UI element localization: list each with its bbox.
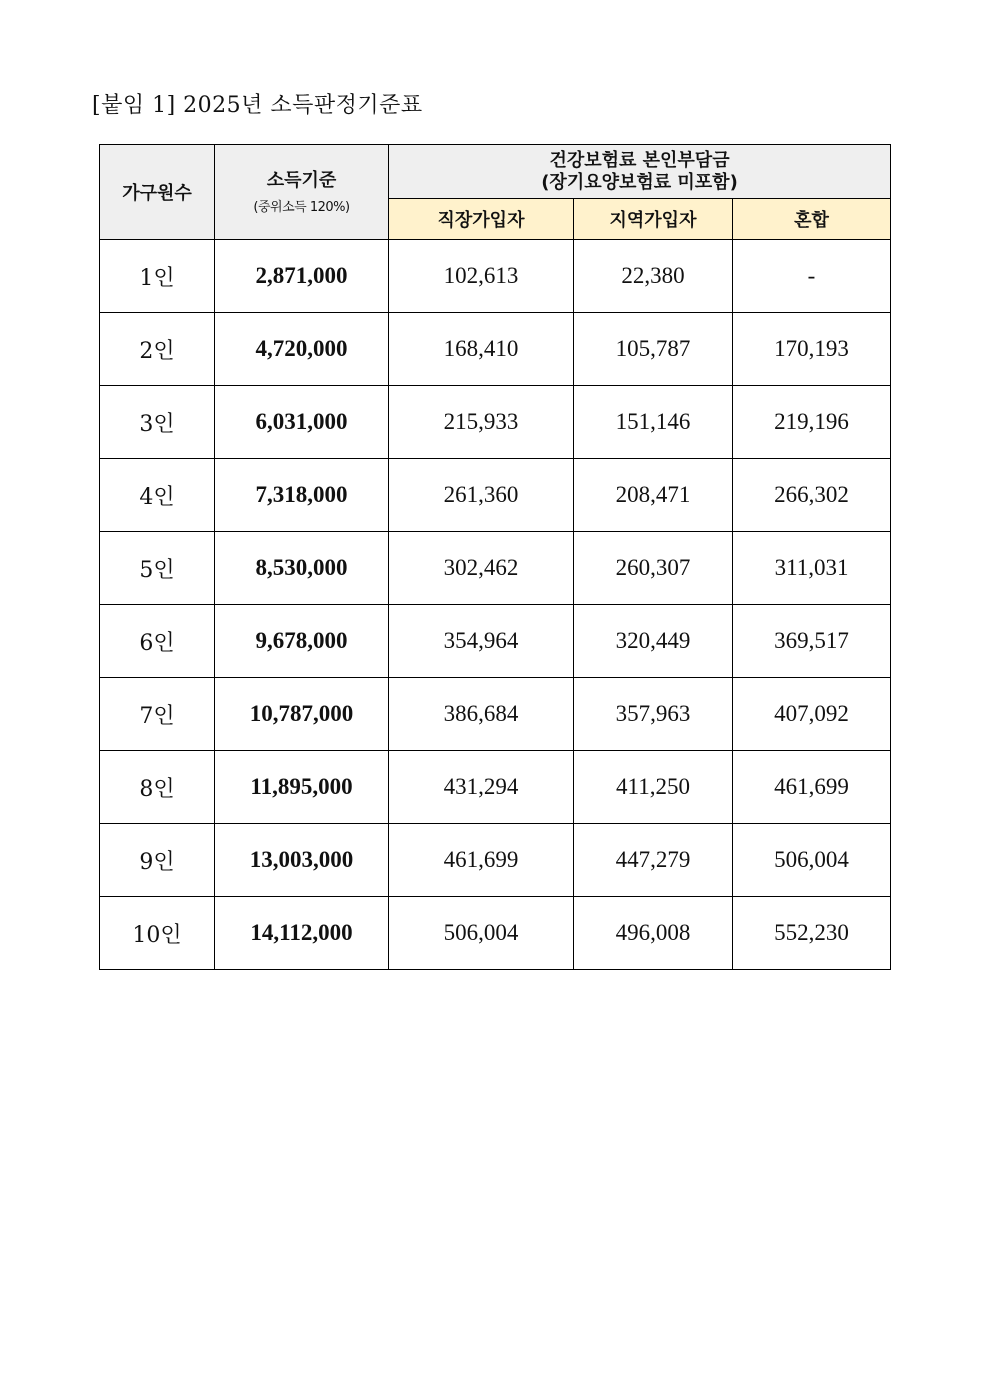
mixed-premium-cell: 219,196 [733,386,891,459]
income-criteria-cell: 8,530,000 [215,532,389,605]
header-income-criteria: 소득기준 (중위소득 120%) [215,145,389,240]
household-cell: 9인 [100,824,215,897]
regional-premium-cell: 320,449 [574,605,733,678]
employee-premium-cell: 461,699 [389,824,574,897]
employee-premium-cell: 302,462 [389,532,574,605]
household-cell: 6인 [100,605,215,678]
regional-premium-cell: 357,963 [574,678,733,751]
household-cell: 3인 [100,386,215,459]
income-criteria-cell: 10,787,000 [215,678,389,751]
household-cell: 1인 [100,240,215,313]
header-household: 가구원수 [100,145,215,240]
employee-premium-cell: 386,684 [389,678,574,751]
table-row [100,240,891,313]
table-row [100,313,891,386]
table-row [100,824,891,897]
mixed-premium-cell: - [733,240,891,313]
employee-premium-cell: 102,613 [389,240,574,313]
header-employee: 직장가입자 [389,199,574,240]
mixed-premium-cell: 266,302 [733,459,891,532]
page-title: [붙임 1] 2025년 소득판정기준표 [92,93,423,118]
regional-premium-cell: 151,146 [574,386,733,459]
header-premium: 건강보험료 본인부담금 (장기요양보험료 미포함) [389,145,891,199]
mixed-premium-cell: 506,004 [733,824,891,897]
employee-premium-cell: 354,964 [389,605,574,678]
regional-premium-cell: 22,380 [574,240,733,313]
employee-premium-cell: 261,360 [389,459,574,532]
household-cell: 5인 [100,532,215,605]
mixed-premium-cell: 170,193 [733,313,891,386]
income-criteria-cell: 14,112,000 [215,897,389,970]
employee-premium-cell: 168,410 [389,313,574,386]
table-row [100,386,891,459]
table-row [100,751,891,824]
regional-premium-cell: 208,471 [574,459,733,532]
employee-premium-cell: 506,004 [389,897,574,970]
household-cell: 2인 [100,313,215,386]
income-criteria-table [99,144,891,970]
table-row [100,897,891,970]
employee-premium-cell: 431,294 [389,751,574,824]
mixed-premium-cell: 461,699 [733,751,891,824]
income-criteria-cell: 6,031,000 [215,386,389,459]
income-criteria-cell: 13,003,000 [215,824,389,897]
regional-premium-cell: 496,008 [574,897,733,970]
household-cell: 8인 [100,751,215,824]
header-regional: 지역가입자 [574,199,733,240]
mixed-premium-cell: 407,092 [733,678,891,751]
household-cell: 10인 [100,897,215,970]
regional-premium-cell: 260,307 [574,532,733,605]
income-criteria-cell: 2,871,000 [215,240,389,313]
mixed-premium-cell: 552,230 [733,897,891,970]
header-income-sub: (중위소득 120%) [253,199,350,215]
employee-premium-cell: 215,933 [389,386,574,459]
table-row [100,459,891,532]
regional-premium-cell: 105,787 [574,313,733,386]
income-criteria-cell: 4,720,000 [215,313,389,386]
table-row [100,678,891,751]
table-row [100,605,891,678]
regional-premium-cell: 411,250 [574,751,733,824]
header-mixed: 혼합 [733,199,891,240]
income-criteria-cell: 11,895,000 [215,751,389,824]
regional-premium-cell: 447,279 [574,824,733,897]
mixed-premium-cell: 369,517 [733,605,891,678]
mixed-premium-cell: 311,031 [733,532,891,605]
income-criteria-cell: 9,678,000 [215,605,389,678]
table-row [100,532,891,605]
income-criteria-cell: 7,318,000 [215,459,389,532]
household-cell: 7인 [100,678,215,751]
household-cell: 4인 [100,459,215,532]
header-premium-note: (장기요양보험료 미포함) [541,171,738,193]
